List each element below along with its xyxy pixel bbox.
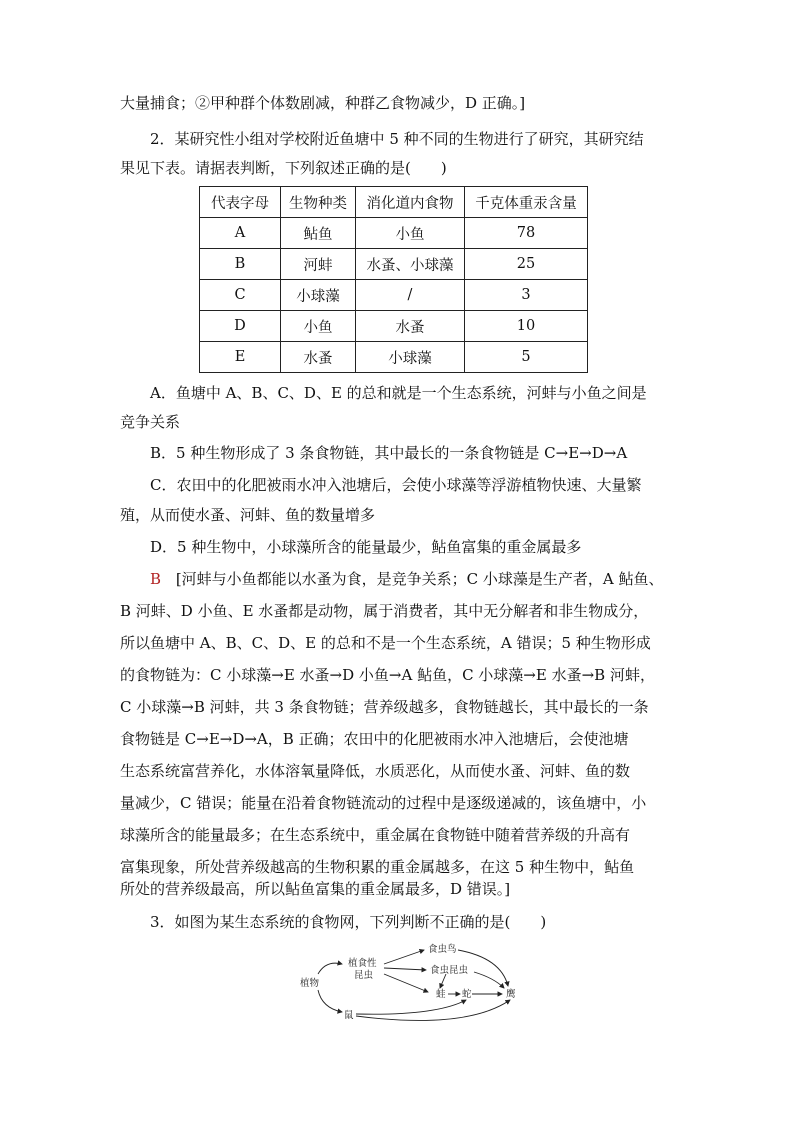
table-cell: 10 [465,311,588,342]
table-cell: E [200,342,281,373]
table-cell: / [356,280,465,311]
explanation-line: B 河蚌、D 小鱼、E 水蚤都是动物，属于消费者，其中无分解者和非生物成分， [120,602,649,620]
table-row [200,311,588,342]
node-herbivore: 植食性 [348,958,377,969]
explanation-line: 球藻所含的能量最多；在生态系统中，重金属在食物链中随着营养级的升高有 [120,826,631,844]
node-insectivorous-bird: 食虫鸟 [428,944,457,955]
explanation-line: 富集现象，所处营养级越高的生物积累的重金属越多，在这 5 种生物中，鲇鱼 [120,858,635,876]
option-a: A．鱼塘中 A、B、C、D、E 的总和就是一个生态系统，河蚌与小鱼之间是 [150,384,647,402]
column-header: 生物种类 [281,187,356,218]
table-row [200,280,588,311]
table-cell: 小球藻 [356,342,465,373]
table-cell: C [200,280,281,311]
explanation-line: 量减少，C 错误；能量在沿着食物链流动的过程中是逐级递减的，该鱼塘中，小 [120,794,647,812]
explanation-line: 食物链是 C→E→D→A，B 正确；农田中的化肥被雨水冲入池塘后，会使池塘 [120,730,629,748]
node-insectivorous-insect: 食虫昆虫 [430,965,469,976]
data-table [199,186,588,373]
explanation-text: [河蚌与小鱼都能以水蚤为食，是竞争关系；C 小球藻是生产者，A 鲇鱼、 [175,570,664,588]
food-web-diagram [296,938,542,1028]
column-header: 千克体重汞含量 [465,187,588,218]
explanation-first-line [150,568,710,590]
question-3-stem: 3．如图为某生态系统的食物网，下列判断不正确的是( ) [150,913,547,931]
node-frog: 蛙 [436,989,446,1000]
table-row [200,218,588,249]
node-herbivore: 昆虫 [354,970,374,981]
node-plant: 植物 [300,978,320,989]
table-cell: 3 [465,280,588,311]
table-cell: 水蚤、小球藻 [356,249,465,280]
table-cell: 鲇鱼 [281,218,356,249]
node-snake: 蛇 [462,989,472,1000]
explanation-line: 生态系统富营养化，水体溶氧量降低，水质恶化，从而使水蚤、河蚌、鱼的数 [120,762,631,780]
option-d: D．5 种生物中，小球藻所含的能量最少，鲇鱼富集的重金属最多 [150,538,582,556]
table-cell: A [200,218,281,249]
table-cell: D [200,311,281,342]
option-c: C．农田中的化肥被雨水冲入池塘后，会使小球藻等浮游植物快速、大量繁 [150,476,642,494]
table-row [200,342,588,373]
explanation-line: C 小球藻→B 河蚌，共 3 条食物链；营养级越多，食物链越长，其中最长的一条 [120,698,649,716]
table-cell: 78 [465,218,588,249]
table-cell: 5 [465,342,588,373]
table-cell: B [200,249,281,280]
option-a-cont: 竞争关系 [120,413,181,431]
question-2-stem: 2．某研究性小组对学校附近鱼塘中 5 种不同的生物进行了研究，其研究结 [150,130,644,148]
explanation-line: 所处的营养级最高，所以鲇鱼富集的重金属最多，D 错误。] [120,880,511,898]
table-cell: 25 [465,249,588,280]
column-header: 消化道内食物 [356,187,465,218]
table-cell: 水蚤 [281,342,356,373]
table-cell: 水蚤 [356,311,465,342]
node-mouse: 鼠 [344,1010,354,1021]
answer-letter: B [150,570,162,588]
table-cell: 小鱼 [356,218,465,249]
table-cell: 小球藻 [281,280,356,311]
option-c-cont: 殖，从而使水蚤、河蚌、鱼的数量增多 [120,506,376,524]
question-2-stem-cont: 果见下表。请据表判断，下列叙述正确的是( ) [120,159,447,177]
explanation-line: 所以鱼塘中 A、B、C、D、E 的总和不是一个生态系统，A 错误；5 种生物形成 [120,634,651,652]
table-row [200,249,588,280]
explanation-line: 的食物链为：C 小球藻→E 水蚤→D 小鱼→A 鲇鱼，C 小球藻→E 水蚤→B 河蚌， [120,666,655,684]
text-line: 大量捕食；②甲种群个体数剧减，种群乙食物减少，D 正确。] [120,94,526,112]
table-header-row [200,187,588,218]
column-header: 代表字母 [200,187,281,218]
option-b: B．5 种生物形成了 3 条食物链，其中最长的一条食物链是 C→E→D→A [150,444,628,462]
table-cell: 小鱼 [281,311,356,342]
table-cell: 河蚌 [281,249,356,280]
node-hawk: 鹰 [506,989,516,1000]
